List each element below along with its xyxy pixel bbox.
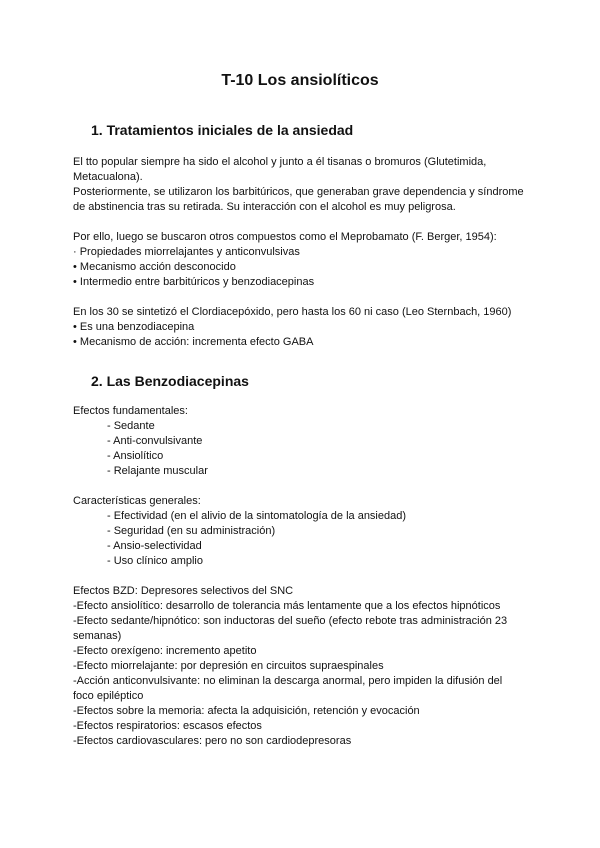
text-line: -Efectos respiratorios: escasos efectos [73, 720, 262, 732]
list-item: • Intermedio entre barbitúricos y benzodiacepinas [73, 276, 315, 288]
text-line: -Efecto orexígeno: incremento apetito [73, 645, 257, 657]
blank-line [73, 479, 533, 494]
subheading: Características generales: [73, 495, 201, 507]
text-line: de abstinencia tras su retirada. Su interacción con el alcohol es muy peligrosa. [73, 201, 456, 213]
text-line: -Efecto sedante/hipnótico: son inductoras del sueño (efecto rebote tras administración 23 [73, 615, 508, 627]
list-item: • Mecanismo de acción: incrementa efecto GABA [73, 336, 314, 348]
list-item: • Mecanismo acción desconocido [73, 261, 236, 273]
list-item: - Sedante [107, 420, 155, 432]
list-item: • Es una benzodiacepina [73, 321, 195, 333]
text-line: Por ello, luego se buscaron otros compuestos como el Meprobamato (F. Berger, 1954): [73, 231, 497, 243]
page-title: T-10 Los ansiolíticos [221, 72, 379, 89]
text-line: -Efecto ansiolítico: desarrollo de tolerancia más lentamente que a los efectos hipnóticos [73, 600, 501, 612]
text-line: Efectos BZD: Depresores selectivos del SNC [73, 585, 294, 597]
text-line: Metacualona). [73, 171, 143, 183]
section-1-heading: 1. Tratamientos iniciales de la ansiedad [91, 122, 354, 138]
list-item: - Efectividad (en el alivio de la sintomatología de la ansiedad) [107, 510, 407, 522]
text-line: Posteriormente, se utilizaron los barbitúricos, que generaban grave dependencia y síndrome [73, 186, 524, 198]
text-line: -Efectos sobre la memoria: afecta la adquisición, retención y evocación [73, 705, 420, 717]
blank-line [73, 215, 533, 230]
list-item: - Relajante muscular [107, 465, 208, 477]
list-item: - Uso clínico amplio [107, 555, 203, 567]
list-item: - Seguridad (en su administración) [107, 525, 276, 537]
subheading: Efectos fundamentales: [73, 405, 188, 417]
text-line: -Acción anticonvulsivante: no eliminan la descarga anormal, pero impiden la difusión del [73, 675, 503, 687]
text-line: -Efecto miorrelajante: por depresión en circuitos supraespinales [73, 660, 384, 672]
section-2-body [73, 404, 533, 749]
text-line: -Efectos cardiovasculares: pero no son cardiodepresoras [73, 735, 352, 747]
text-line: foco epiléptico [73, 690, 144, 702]
text-line: En los 30 se sintetizó el Clordiacepóxido, pero hasta los 60 ni caso (Leo Sternbach, 1960) [73, 306, 512, 318]
blank-line [73, 290, 533, 305]
list-item: - Ansiolítico [107, 450, 164, 462]
blank-line [73, 569, 533, 584]
list-item: · Propiedades miorrelajantes y anticonvulsivas [73, 246, 300, 258]
text-line: El tto popular siempre ha sido el alcohol y junto a él tisanas o bromuros (Glutetimida, [73, 156, 487, 168]
list-item: - Ansio-selectividad [107, 540, 202, 552]
section-1-body [73, 155, 533, 350]
list-item: - Anti-convulsivante [107, 435, 203, 447]
text-line: semanas) [73, 630, 122, 642]
section-2-heading: 2. Las Benzodiacepinas [91, 373, 249, 389]
